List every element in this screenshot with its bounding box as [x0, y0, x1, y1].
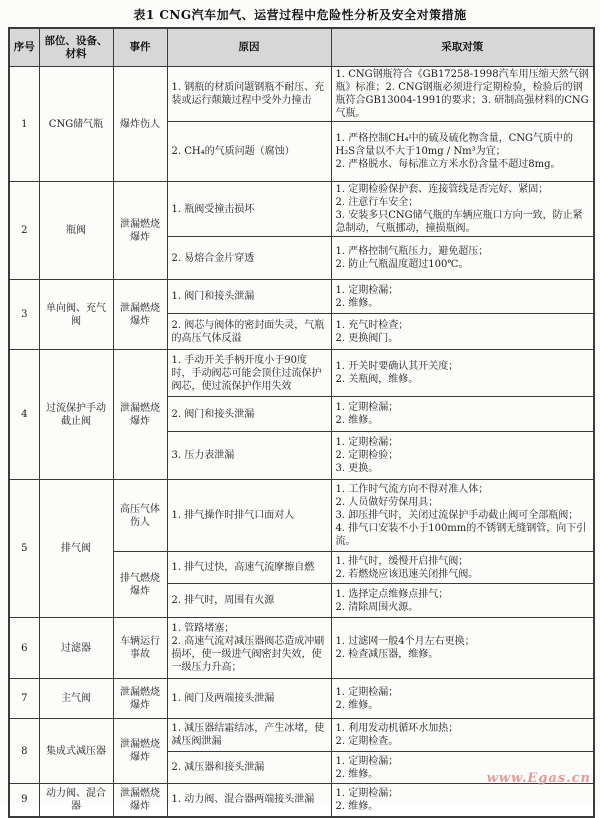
table-row [9, 784, 594, 817]
text-line: 3. 安装多只CNG储气瓶的车辆应瓶口方向一致，防止紧急制动，气瓶挪动，撞损瓶阀。 [335, 210, 583, 234]
countermeasure-cell [331, 182, 594, 237]
countermeasure-cell [331, 397, 594, 432]
part-name: 排气阀 [39, 480, 113, 618]
text-line: 1. CNG钢瓶符合《GB17258-1998汽车用压缩天然气钢瓶》标准；2. CNG钢瓶必须进行定期检验，检验后的钢瓶符合GB13004-1991的要求；3. 研制高强材料的CNG气瓶。 [335, 69, 589, 119]
row-number: 2 [9, 182, 39, 280]
part-name: 单向阀、充气阀 [39, 280, 113, 350]
text-line: 1. 定期检漏； [335, 787, 399, 799]
countermeasure-cell [331, 350, 594, 397]
event-name: 泄漏燃烧爆炸 [113, 784, 167, 817]
text-line: 2. 阀门和接头泄漏 [171, 408, 255, 420]
text-line: 1. 利用发动机循环水加热； [335, 723, 459, 734]
part-name: 动力阀、混合器 [39, 784, 113, 817]
text-line: 1. 排气过快，高速气流摩擦自燃 [171, 562, 315, 573]
event-name: 泄漏燃烧爆炸 [113, 182, 167, 280]
text-line: 2. 清除周围火源。 [335, 601, 419, 613]
cause-cell [167, 350, 331, 397]
text-line: 2. 防止气瓶温度超过100℃。 [335, 259, 469, 270]
part-name: 过滤器 [39, 618, 113, 679]
cause-cell [167, 432, 331, 480]
countermeasure-cell [331, 618, 594, 679]
header-no: 序号 [9, 28, 39, 67]
cause-cell [167, 237, 331, 280]
text-line: 2. 维修。 [335, 768, 379, 780]
hazard-analysis-table [8, 27, 595, 818]
text-line: 2. 维修。 [335, 297, 379, 309]
text-line: 1. 管路堵塞； [171, 623, 235, 634]
text-line: 1. 动力阀、混合器两端接头泄漏 [171, 794, 315, 806]
text-line: 2. 高速气流对减压器阀芯造成冲刷损坏，使一级进气阀密封失效，使一级压力升高； [171, 636, 325, 673]
table-row [9, 182, 594, 237]
row-number: 1 [9, 67, 39, 182]
text-line: 2. 易熔合金片穿透 [171, 252, 255, 264]
countermeasure-cell [331, 237, 594, 280]
header-part: 部位、设备、材料 [39, 28, 113, 67]
countermeasure-cell [331, 122, 594, 182]
cause-cell [167, 784, 331, 817]
event-name: 高压气体伤人 [113, 480, 167, 552]
text-line: 1. 阀门及两端接头泄漏 [171, 693, 275, 704]
event-name: 泄漏燃烧爆炸 [113, 719, 167, 784]
part-name: 过流保护手动截止阀 [39, 350, 113, 480]
text-line: 1. 手动开关手柄开度小于90度时，手动阀芯可能会顶住过流保护阀芯，使过流保护作用失效 [171, 354, 322, 392]
table-row [9, 480, 594, 552]
text-line: 1. 定期检漏； [335, 402, 399, 413]
row-number: 4 [9, 350, 39, 480]
table-row [9, 280, 594, 314]
text-line: 2. 严格脱水、每标准立方米水份含量不超过8mg。 [335, 159, 561, 170]
text-line: 1. 减压器结霜结冰，产生冰堵，使减压阀泄漏 [171, 723, 325, 747]
header-countermeasure: 采取对策 [331, 28, 594, 67]
text-line: 2. 注意行车安全； [335, 197, 419, 208]
text-line: 1. 钢瓶的材质问题钢瓶不耐压、充装或运行颠簸过程中受外力撞击 [171, 82, 325, 106]
part-name: 主气阀 [39, 679, 113, 719]
row-number: 6 [9, 618, 39, 679]
cause-cell [167, 618, 331, 679]
table-row [9, 618, 594, 679]
text-line: 1. 充气时检查； [335, 319, 409, 331]
row-number: 3 [9, 280, 39, 350]
text-line: 3. 卸压排气时，关闭过流保护手动截止阀可全部瓶阀； [335, 510, 579, 521]
row-number: 9 [9, 784, 39, 817]
text-line: 3. 压力表泄漏 [171, 450, 235, 461]
text-line: 2. 排气时，周围有火源 [171, 595, 275, 606]
text-line: 2. 更换阀门。 [335, 332, 399, 344]
text-line: 1. 定期检漏； [335, 686, 399, 698]
text-line: 1. 排气操作时排气口面对人 [171, 510, 295, 521]
event-name: 爆炸伤人 [113, 67, 167, 182]
row-number: 8 [9, 719, 39, 784]
event-name: 排气燃烧爆炸 [113, 552, 167, 618]
text-line: 1. 工作时气流方向不得对准人体； [335, 484, 489, 495]
countermeasure-cell [331, 432, 594, 480]
table-header-row [9, 28, 594, 67]
countermeasure-cell [331, 67, 594, 122]
text-line: 2. 人员做好劳保用具； [335, 497, 439, 508]
event-name: 泄漏燃烧爆炸 [113, 280, 167, 350]
countermeasure-cell [331, 679, 594, 719]
cause-cell [167, 719, 331, 752]
table-row [9, 679, 594, 719]
event-name: 车辆运行事故 [113, 618, 167, 679]
text-line: 2. 检查减压器，维修。 [335, 649, 439, 660]
text-line: 2. 减压器和接头泄漏 [171, 762, 265, 773]
text-line: 2. 维修。 [335, 699, 379, 711]
event-name: 泄漏燃烧爆炸 [113, 350, 167, 480]
countermeasure-cell [331, 480, 594, 552]
text-line: 2. 关瓶阀，维修。 [335, 374, 419, 385]
countermeasure-cell [331, 280, 594, 314]
cause-cell [167, 280, 331, 314]
text-line: 1. 定期检漏； [335, 755, 399, 767]
row-number: 5 [9, 480, 39, 618]
table-body [9, 67, 594, 817]
text-line: 1. 严格控制CH₄中的硫及硫化物含量，CNG气质中的H₂S含量以不大于10mg / Nm³为宜； [335, 133, 573, 157]
countermeasure-cell [331, 584, 594, 618]
table-row [9, 67, 594, 122]
cause-cell [167, 182, 331, 237]
part-name: 瓶阀 [39, 182, 113, 280]
cause-cell [167, 314, 331, 350]
event-name: 泄漏燃烧爆炸 [113, 679, 167, 719]
text-line: 4. 排气口安装不小于100mm的不锈钢无缝钢管，向下引流。 [335, 523, 587, 547]
countermeasure-cell [331, 784, 594, 817]
cause-cell [167, 552, 331, 584]
part-name: 集成式减压器 [39, 719, 113, 784]
text-line: 2. 若燃烧应该迅速关闭排气阀。 [335, 568, 479, 580]
cause-cell [167, 397, 331, 432]
countermeasure-cell [331, 552, 594, 584]
site-watermark: www.Egas.cn [486, 771, 591, 786]
header-event: 事件 [113, 28, 167, 67]
part-name: CNG储气瓶 [39, 67, 113, 182]
text-line: 1. 定期检漏； [335, 284, 399, 296]
text-line: 1. 定期检漏； [335, 437, 399, 448]
text-line: 1. 选择定点维修点排气； [335, 588, 449, 600]
text-line: 1. 阀门和接头泄漏 [171, 291, 255, 302]
row-number: 7 [9, 679, 39, 719]
text-line: 2. 维修。 [335, 415, 379, 426]
cause-cell [167, 584, 331, 618]
text-line: 2. 阀芯与阀体的密封面失灵，气瓶的高压气体反溢 [171, 319, 325, 344]
text-line: 2. 定期检查。 [335, 736, 399, 747]
header-cause: 原因 [167, 28, 331, 67]
text-line: 3. 更换。 [335, 463, 379, 474]
cause-cell [167, 679, 331, 719]
cause-cell [167, 122, 331, 182]
text-line: 1. 严格控制气瓶压力，避免超压； [335, 246, 489, 257]
text-line: 1. 开关时要确认其开关度； [335, 361, 459, 372]
cause-cell [167, 752, 331, 784]
cause-cell [167, 480, 331, 552]
text-line: 1. 排气时，缓慢开启排气阀； [335, 555, 469, 567]
text-line: 2. CH₄的气质问题（腐蚀） [171, 146, 295, 157]
text-line: 1. 瓶阀受撞击损坏 [171, 203, 255, 215]
text-line: 1. 过滤网一般4个月左右更换； [335, 636, 475, 647]
table-row [9, 719, 594, 752]
table-title: 表1 CNG汽车加气、运营过程中危险性分析及安全对策措施 [133, 8, 467, 22]
text-line: 2. 定期检验； [335, 450, 399, 461]
countermeasure-cell [331, 314, 594, 350]
cause-cell [167, 67, 331, 122]
text-line: 2. 维修。 [335, 800, 379, 812]
text-line: 1. 定期检验保护套、连接管线是否完好、紧固； [335, 184, 549, 195]
countermeasure-cell [331, 719, 594, 752]
table-row [9, 350, 594, 397]
